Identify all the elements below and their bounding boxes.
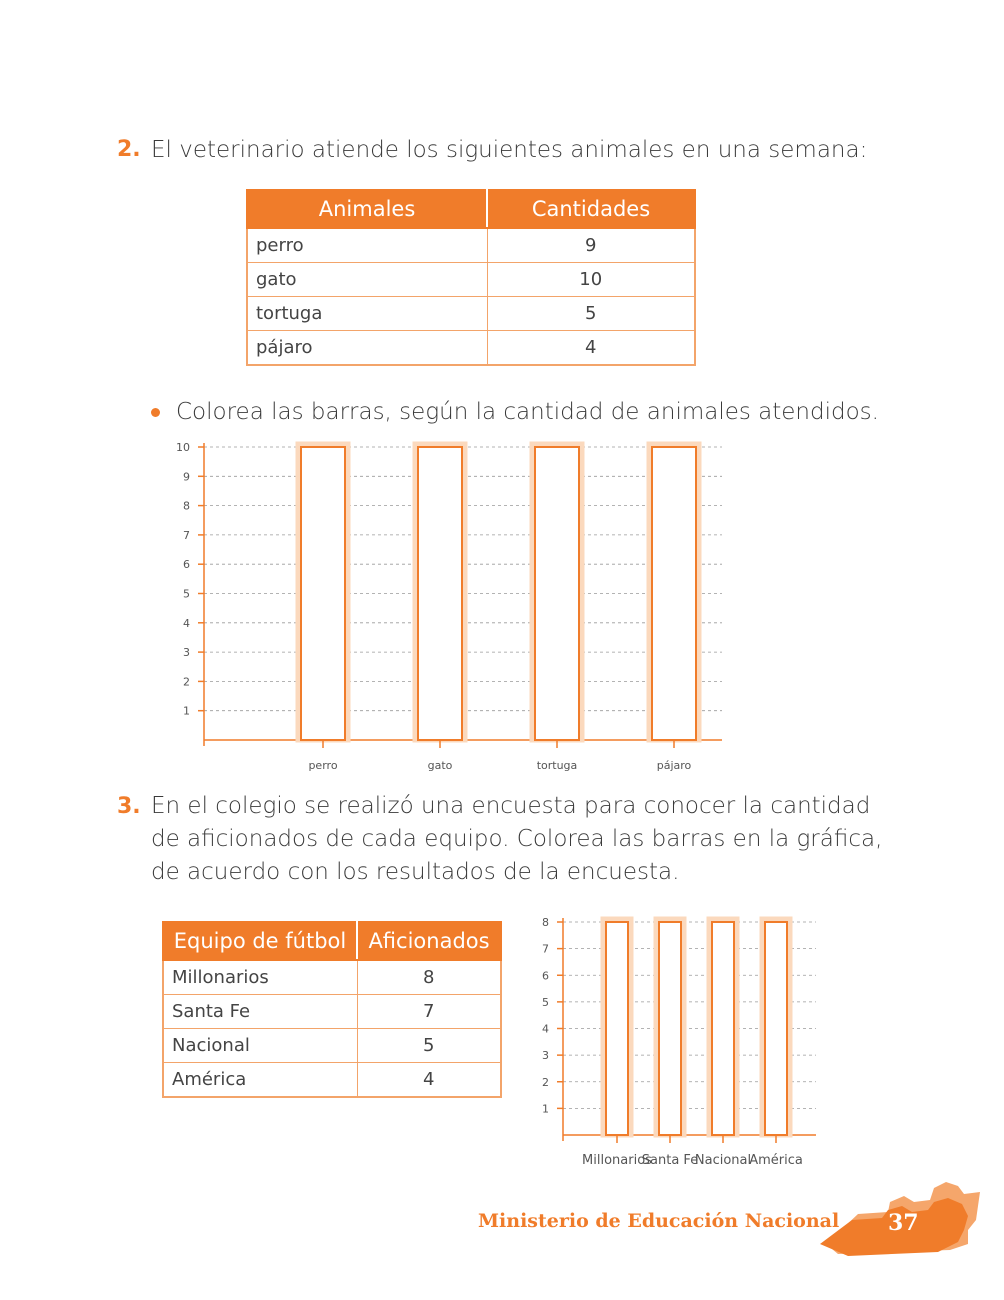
exercise-3-text-line-1: En el colegio se realizó una encuesta para conocer la cantidad [151,793,871,819]
y-tick-label: 2 [183,675,190,689]
table-row [163,1063,501,1098]
y-tick-label: 8 [542,916,549,929]
y-tick-label: 9 [183,470,190,484]
y-tick-label: 5 [183,587,190,601]
table-header: Animales [247,190,487,228]
y-tick-label: 8 [183,499,190,513]
bar-tortuga[interactable] [535,447,579,740]
table-cell: pájaro [247,331,487,366]
y-tick-label: 1 [542,1102,549,1116]
table-row [247,331,695,366]
y-tick-label: 4 [542,1022,549,1036]
y-tick-label: 7 [183,528,190,542]
exercise-3-number: 3. [117,794,141,819]
table-cell: 7 [357,995,501,1029]
y-tick-label: 5 [542,995,549,1009]
table-cell: perro [247,228,487,263]
ministry-footer: Ministerio de Educación Nacional [478,1210,840,1232]
chart-instruction: Colorea las barras, según la cantidad de animales atendidos. [176,399,879,425]
table-row [163,1029,501,1063]
bar-América[interactable] [765,922,787,1135]
x-category-label: pájaro [656,759,692,772]
table-cell: 9 [487,228,695,263]
y-tick-label: 6 [183,558,190,572]
table-row [163,995,501,1029]
table-cell: 5 [357,1029,501,1063]
table-cell: 5 [487,297,695,331]
y-tick-label: 7 [542,942,549,956]
bar-Millonarios[interactable] [606,922,628,1135]
bar-gato[interactable] [418,447,462,740]
table-cell: 8 [357,960,501,995]
exercise-3-text-line-3: de acuerdo con los resultados de la encuesta. [151,859,680,885]
bar-Nacional[interactable] [712,922,734,1135]
table-cell: Nacional [163,1029,357,1063]
table-row [247,297,695,331]
x-category-label: gato [427,759,453,772]
y-tick-label: 3 [542,1049,549,1063]
table-cell: tortuga [247,297,487,331]
animals-bar-chart [160,435,740,780]
teams-table [162,921,502,1098]
table-header: Cantidades [487,190,695,228]
x-category-label: perro [308,759,338,772]
y-tick-label: 4 [183,616,190,630]
x-category-label: Santa Fe [641,1153,699,1168]
x-category-label: Nacional [694,1153,752,1168]
animals-table [246,189,696,366]
y-tick-label: 10 [176,441,190,454]
table-header: Aficionados [357,922,501,960]
bullet-icon [151,408,160,417]
bar-perro[interactable] [301,447,345,740]
table-row [247,228,695,263]
bar-Santa Fe[interactable] [659,922,681,1135]
y-tick-label: 1 [183,704,190,718]
table-header: Equipo de fútbol [163,922,357,960]
y-tick-label: 3 [183,646,190,660]
exercise-2-text: El veterinario atiende los siguientes animales en una semana: [151,137,868,163]
x-category-label: tortuga [536,759,578,772]
table-row [163,960,501,995]
exercise-3-text-line-2: de aficionados de cada equipo. Colorea las barras en la gráfica, [151,826,883,852]
page-number: 37 [888,1210,919,1236]
table-cell: 4 [357,1063,501,1098]
table-cell: Santa Fe [163,995,357,1029]
table-header-row [247,190,695,228]
y-tick-label: 6 [542,969,549,983]
table-cell: 4 [487,331,695,366]
x-category-label: América [749,1153,803,1168]
table-cell: Millonarios [163,960,357,995]
table-row [247,263,695,297]
x-category-label: Millonarios [582,1153,652,1168]
teams-bar-chart [528,912,828,1174]
table-cell: 10 [487,263,695,297]
table-header-row [163,922,501,960]
y-tick-label: 2 [542,1075,549,1089]
bar-pájaro[interactable] [652,447,696,740]
table-cell: gato [247,263,487,297]
exercise-2-number: 2. [117,137,141,162]
table-cell: América [163,1063,357,1098]
